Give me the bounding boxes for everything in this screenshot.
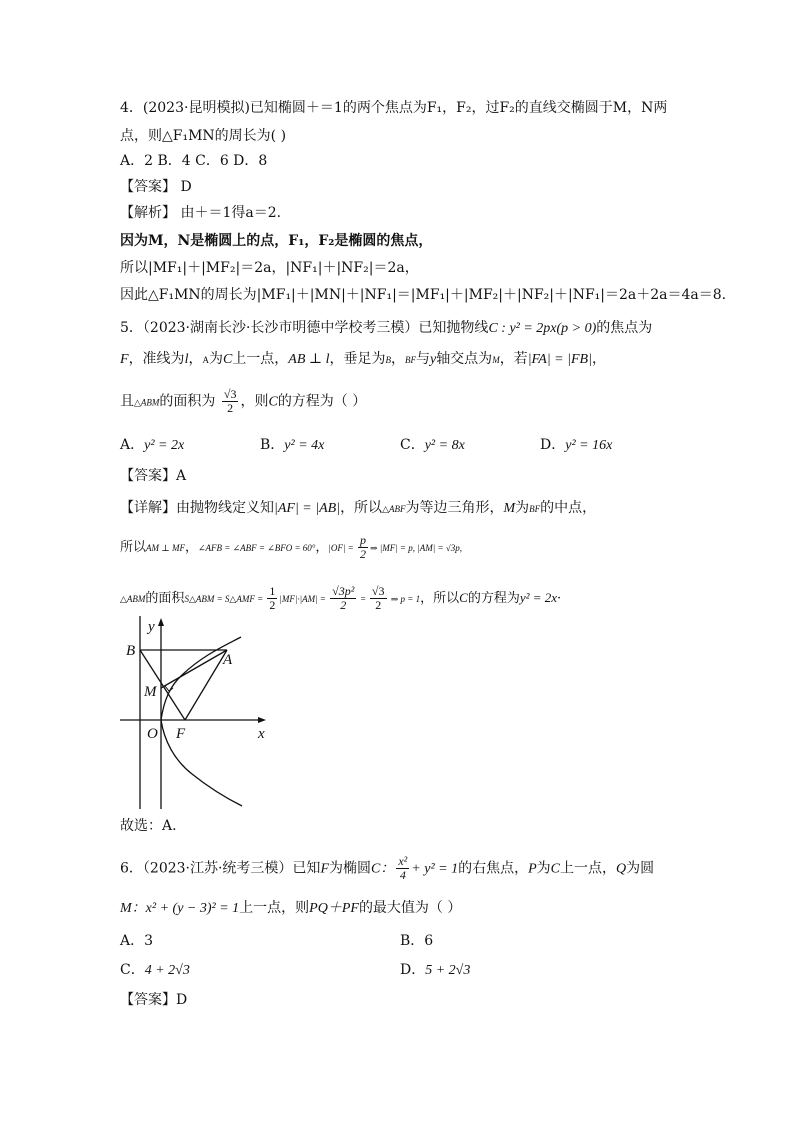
q5-detail-line-1: 【详解】由抛物线定义知|AF| = |AB|，所以△ABF为等边三角形，M为BF的中点， [120,500,597,516]
segment-AF [185,650,227,720]
q5-answer: 【答案】A [120,468,187,484]
q4-options: A．2 B．4 C．6 D．8 [120,153,268,169]
ellipse-fraction: $\frac{\text{x²}}{4}$ [398,854,408,882]
segment-AM [161,650,227,688]
q5-conclusion: 故选：A. [120,818,177,834]
q6-option-b: B．6 [400,933,434,949]
q4-analysis-2: 因为M，N是椭圆上的点，F₁，F₂是椭圆的焦点， [120,233,433,249]
q6-option-a: A．3 [120,933,154,949]
label-y: y [148,619,155,635]
q4-stem-line-2: 点，则△F₁MN的周长为( ) [120,128,287,144]
q6-stem-line-1: 6．（2023·江苏·统考三模）已知F为椭圆C： $\frac{\text{x²}}{4}$ + y² = 1的右焦点，P为C上一点，Q为圆 [120,854,655,882]
q5-stem-line-1: 5．（2023·湖南长沙·长沙市明德中学校考三模）已知抛物线C : y² = 2px(p > 0)的焦点为 [120,320,653,336]
q5-option-b: B．y² = 4x [260,437,325,453]
q5-stem-line-3: 且△ABM的面积为 $\frac{√3}{2}$ ，则C的方程为（ ） [120,387,367,415]
q6-option-d: D．5 + 2√3 [400,962,471,978]
q4-analysis-1: 【解析】 由＋＝1得a＝2. [120,205,282,221]
q5-option-a: A．y² = 2x [120,437,185,453]
label-B: B [126,643,136,659]
q4-analysis-4: 因此△F₁MN的周长为|MF₁|＋|MN|＋|NF₁|＝|MF₁|＋|MF₂|＋|NF₂|＋|NF₁|＝2a＋2a＝4a＝8. [120,287,727,303]
q4-stem-line-1: 4．(2023·昆明模拟)已知椭圆＋＝1的两个焦点为F₁，F₂，过F₂的直线交椭圆于M，N两 [120,100,668,116]
q6-answer: 【答案】D [120,992,188,1008]
q4-analysis-3: 所以|MF₁|＋|MF₂|＝2a，|NF₁|＋|NF₂|＝2a， [120,260,419,276]
q5-option-c: C．y² = 8x [400,437,465,453]
label-O: O [147,726,158,742]
area-fraction: $\frac{√3}{2}$ [223,387,237,415]
parabola-figure [112,614,282,814]
y-axis-arrow [158,618,164,626]
label-x: x [258,726,265,742]
q6-stem-line-2: M：x² + (y − 3)² = 1上一点，则PQ＋PF的最大值为（ ） [120,900,462,916]
label-A: A [223,652,233,668]
x-axis-arrow [258,717,266,723]
q5-detail-line-2: 所以AM ⊥ MF，∠AFB = ∠ABF = ∠BFO = 60°，|OF| = $\frac{p}{2}$ ⇒ |MF| = p, |AM| = √3p, [120,533,462,561]
label-F: F [176,726,186,742]
q5-detail-line-3: △ABM的面积S△ABM = S△AMF = $\frac{1}{2}$ |MF|·|AM| = $\frac{\text{√3p²}}{2}$ = $\frac{√3}{2}$ ⇒ p = 1，所以C的方程为y² = 2x· [120,584,562,612]
label-M: M [144,684,157,700]
q4-answer: 【答案】 D [120,179,192,195]
q5-option-d: D．y² = 16x [540,437,613,453]
parabola-equation: C : y² = 2px(p > 0) [488,321,597,336]
q5-stem-line-2: F，准线为l，A为C上一点，AB ⊥ l，垂足为B，BF与y轴交点为M，若|FA| = |FB|， [120,351,606,367]
q6-option-c: C．4 + 2√3 [120,962,190,978]
